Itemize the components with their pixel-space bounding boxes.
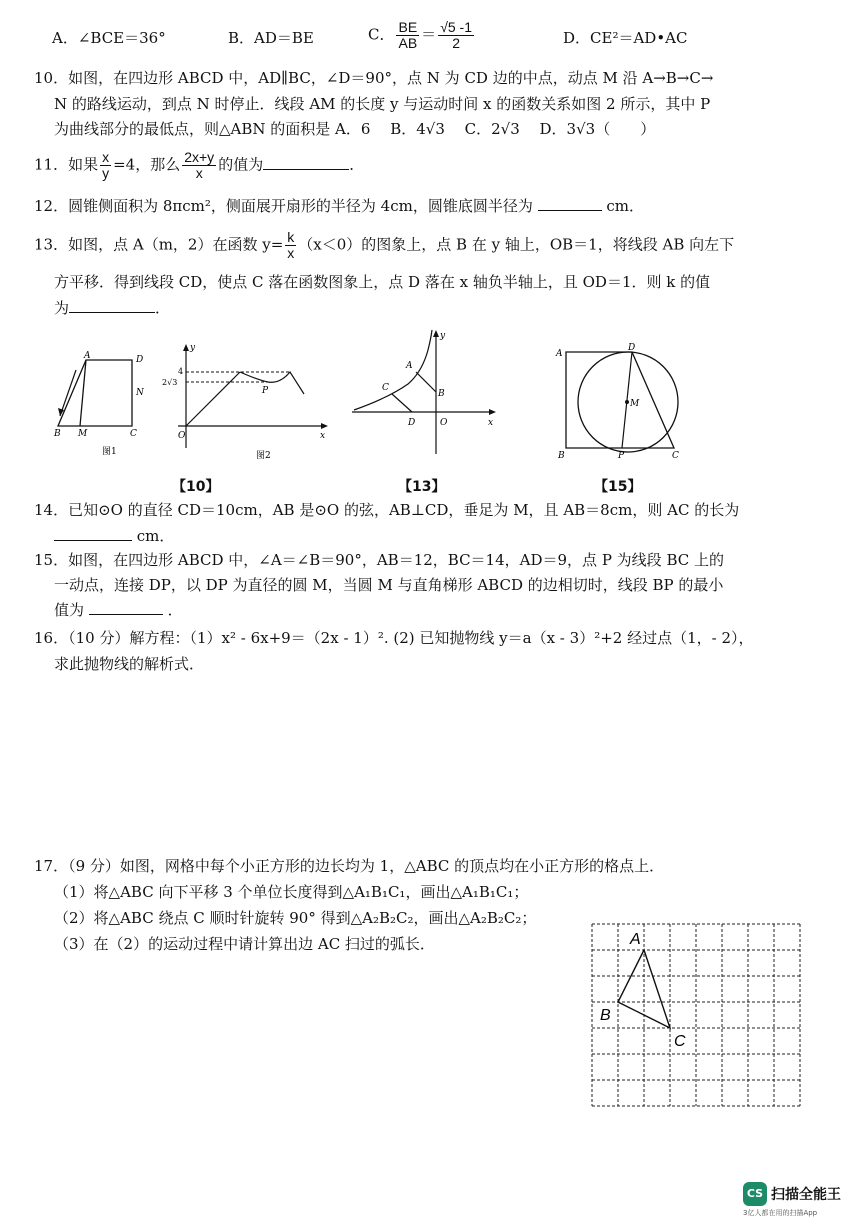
label-a: A <box>630 931 641 948</box>
dashed-grid <box>592 924 802 1106</box>
fraction-denominator: x <box>195 165 203 181</box>
fraction-denominator: AB <box>398 35 418 51</box>
label-origin: O <box>178 431 186 441</box>
q11 <box>34 150 364 181</box>
q13-line-3-end: ． <box>155 299 171 317</box>
q13-line-2: 方平移．得到线段 CD，使点 C 落在函数图象上，点 D 落在 x 轴负半轴上，且 OD＝1．则 k 的值 <box>54 273 711 291</box>
label-b: B <box>438 389 445 399</box>
q13-suffix: （x＜0）的图象上，点 B 在 y 轴上，OB＝1，将线段 AB 向左下 <box>298 235 735 254</box>
q13-fraction-k-x <box>285 230 296 261</box>
q10-line-3: 为曲线部分的最低点，则△ABN 的面积是 A．6 B．4√3 C．2√3 D．3√3（ ） <box>54 120 656 138</box>
figure-10-graph <box>158 340 334 462</box>
label-b: B <box>558 451 565 461</box>
fraction-denominator: y <box>102 165 110 181</box>
q9-option-d: D．CE²＝AD•AC <box>563 29 688 47</box>
q14-line-1: 14．已知⊙O 的直径 CD＝10cm，AB 是⊙O 的弦，AB⊥CD，垂足为 M，且 AB＝8cm，则 AC 的长为 <box>34 501 740 519</box>
q15-line-3-end: ． <box>167 601 183 619</box>
watermark-tagline: 3亿人都在用的扫描App <box>743 1209 818 1217</box>
label-c: C <box>674 1033 686 1050</box>
answer-blank <box>263 155 349 170</box>
fraction-denominator: x <box>287 245 295 261</box>
label-a: A <box>556 349 563 359</box>
camscanner-logo-icon: CS <box>743 1182 767 1206</box>
q13-line-3 <box>54 298 170 318</box>
q9-fraction-root5 <box>438 20 474 51</box>
fraction-denominator: 2 <box>452 35 460 51</box>
q11-fraction-2xy-x <box>182 150 216 181</box>
q15-line-2: 一动点，连接 DP，以 DP 为直径的圆 M，当圆 M 与直角梯形 ABCD 的边相切时，线段 BP 的最小 <box>54 576 724 594</box>
q16-line-1: 16．（10 分）解方程：（1）x² - 6x+9＝（2x - 1）². (2) 已知抛物线 y＝a（x - 3）²+2 经过点（1，- 2）， <box>34 629 754 647</box>
q17-line-2: （1）将△ABC 向下平移 3 个单位长度得到△A₁B₁C₁，画出△A₁B₁C₁； <box>54 883 529 901</box>
q13-prefix: 13．如图，点 A（m，2）在函数 y= <box>34 235 284 254</box>
q15-line-3 <box>54 600 183 620</box>
label-c: C <box>672 451 679 461</box>
label-n: N <box>136 388 144 398</box>
label-2root3: 2√3 <box>162 378 178 387</box>
q13-line-1 <box>34 230 734 261</box>
figure-title-1: 图1 <box>102 447 117 457</box>
label-c: C <box>130 429 137 439</box>
label-m: M <box>78 429 88 439</box>
q15-line-3-prefix: 值为 <box>54 601 85 619</box>
equals-sign: ＝ <box>421 25 437 44</box>
q11-fraction-x-y <box>100 150 111 181</box>
label-x-axis: x <box>320 431 326 441</box>
label-d: D <box>408 418 416 428</box>
caption-figure-15: 【15】 <box>594 479 642 495</box>
label-4: 4 <box>178 367 184 376</box>
label-b: B <box>54 429 61 439</box>
answer-blank <box>54 526 132 541</box>
label-m: M <box>630 399 640 409</box>
fraction-numerator: k <box>287 229 295 245</box>
q15-line-1: 15．如图，在四边形 ABCD 中，∠A＝∠B＝90°，AB＝12，BC＝14，AD＝9，点 P 为线段 BC 上的 <box>34 551 724 569</box>
q10-line-1: 10．如图，在四边形 ABCD 中，AD∥BC，∠D＝90°，点 N 为 CD 边的中点，动点 M 沿 A→B→C→ <box>34 69 714 87</box>
answer-blank <box>89 600 163 615</box>
q13-line-3-prefix: 为 <box>54 299 70 317</box>
q9-fraction-be-ab <box>396 20 419 51</box>
q12-unit: cm． <box>606 197 645 215</box>
label-d: D <box>136 355 144 365</box>
q17-line-4: （3）在（2）的运动过程中请计算出边 AC 扫过的弧长． <box>54 935 435 953</box>
label-p: P <box>618 451 625 461</box>
scanner-watermark <box>743 1182 849 1216</box>
label-b: B <box>600 1007 611 1024</box>
q11-middle: =4，那么 <box>113 155 181 174</box>
q14-line-2 <box>54 526 174 546</box>
q16-line-2: 求此抛物线的解析式． <box>54 655 205 673</box>
label-origin: O <box>440 418 448 428</box>
answer-blank <box>538 196 602 211</box>
q17-line-3: （2）将△ABC 绕点 C 顺时针旋转 90° 得到△A₂B₂C₂，画出△A₂B₂C₂； <box>54 909 537 927</box>
q11-end: ． <box>349 155 365 174</box>
q12-text: 12．圆锥侧面积为 8πcm²，侧面展开扇形的半径为 4cm，圆锥底圆半径为 <box>34 197 533 215</box>
fraction-numerator: √5 -1 <box>440 19 472 35</box>
q9-option-c <box>368 20 476 51</box>
figure-title-2: 图2 <box>256 451 271 461</box>
figure-15-circle <box>548 340 688 464</box>
label-d: D <box>628 343 636 353</box>
answer-blank <box>69 298 155 313</box>
caption-figure-13: 【13】 <box>398 479 446 495</box>
q11-suffix: 的值为 <box>218 155 264 174</box>
fraction-numerator: x <box>102 149 110 165</box>
q9-option-c-label: C． <box>368 25 395 44</box>
q9-option-b: B．AD＝BE <box>228 29 314 47</box>
q12 <box>34 196 644 216</box>
q10-line-2: N 的路线运动，到点 N 时停止．线段 AM 的长度 y 与运动时间 x 的函数关系如图 2 所示，其中 P <box>54 95 711 113</box>
label-a: A <box>84 351 91 361</box>
label-c: C <box>382 383 389 393</box>
watermark-app-name: 扫描全能王 <box>771 1187 841 1203</box>
label-y-axis: y <box>190 343 196 353</box>
caption-figure-10: 【10】 <box>172 479 220 495</box>
fraction-numerator: 2x+y <box>184 149 215 165</box>
figure-13-hyperbola <box>348 326 498 456</box>
q9-option-a: A．∠BCE＝36° <box>52 29 166 47</box>
q17-line-1: 17．（9 分）如图，网格中每个小正方形的边长均为 1，△ABC 的顶点均在小正方形的格点上． <box>34 857 665 875</box>
label-y-axis: y <box>440 331 446 341</box>
label-p: P <box>262 386 269 396</box>
label-a: A <box>406 361 413 371</box>
q14-unit: cm． <box>136 527 175 545</box>
fraction-numerator: BE <box>398 19 418 35</box>
label-x-axis: x <box>488 418 494 428</box>
q17-grid-figure <box>586 918 810 1114</box>
q11-prefix: 11．如果 <box>34 155 99 174</box>
figure-10-trapezoid <box>50 348 160 460</box>
